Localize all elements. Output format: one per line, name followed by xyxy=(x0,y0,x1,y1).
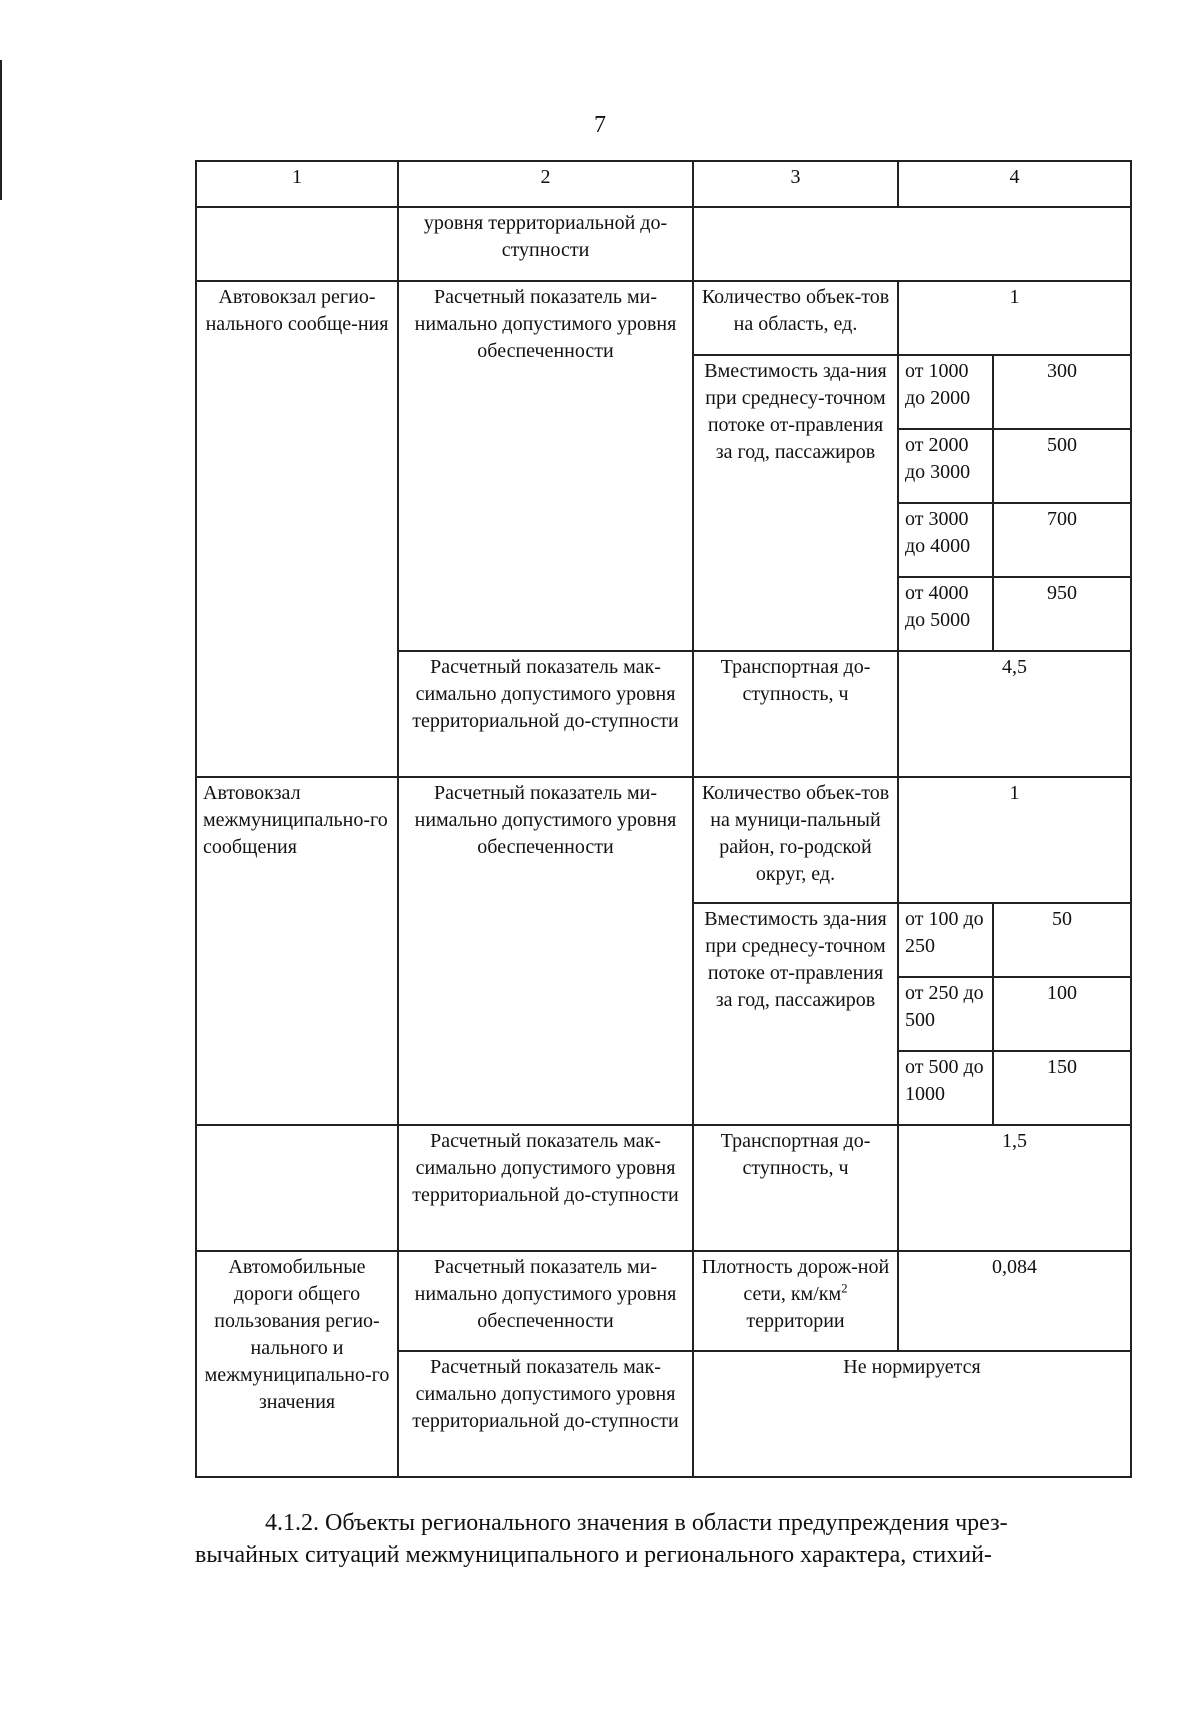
value-cell: 1,5 xyxy=(898,1125,1131,1251)
object-name-cell: Автовокзал межмуниципально-го сообщения xyxy=(196,777,398,1125)
indicator-cell: уровня территориальной до-ступности xyxy=(398,207,693,281)
range-cell: от 1000 до 2000 xyxy=(898,355,993,429)
value-cell: 100 xyxy=(993,977,1131,1051)
value-cell: 50 xyxy=(993,903,1131,977)
parameter-cell: Количество объек-тов на область, ед. xyxy=(693,281,898,355)
table-row xyxy=(196,777,1131,903)
value-cell: 1 xyxy=(898,281,1131,355)
parameter-cell xyxy=(693,1251,898,1351)
value-cell: 1 xyxy=(898,777,1131,903)
indicator-cell: Расчетный показатель ми-нимально допустимого уровня обеспеченности xyxy=(398,281,693,651)
table-row xyxy=(196,207,1131,281)
object-name-cell: Автомобильные дороги общего пользования регио-нального и межмуниципально-го значения xyxy=(196,1251,398,1477)
range-cell: от 3000 до 4000 xyxy=(898,503,993,577)
table-row xyxy=(196,1125,1131,1251)
density-label: Плотность дорож-ной сети, км/км xyxy=(701,1256,890,1305)
range-cell: от 500 до 1000 xyxy=(898,1051,993,1125)
page-number: 7 xyxy=(594,112,606,138)
table-cell xyxy=(196,207,398,281)
header-col-1: 1 xyxy=(196,161,398,207)
indicator-cell: Расчетный показатель мак-симально допустимого уровня территориальной до-ступности xyxy=(398,1351,693,1477)
paragraph-line-2: вычайных ситуаций межмуниципального и регионального характера, стихий- xyxy=(195,1542,992,1568)
table-row xyxy=(196,281,1131,355)
not-normed-cell: Не нормируется xyxy=(693,1351,1131,1477)
value-cell: 150 xyxy=(993,1051,1131,1125)
parameter-cell: Вместимость зда-ния при среднесу-точном потоке от-правления за год, пассажиров xyxy=(693,903,898,1125)
parameter-cell: Вместимость зда-ния при среднесу-точном потоке от-правления за год, пассажиров xyxy=(693,355,898,651)
value-cell: 4,5 xyxy=(898,651,1131,777)
range-cell: от 4000 до 5000 xyxy=(898,577,993,651)
parameter-cell: Транспортная до-ступность, ч xyxy=(693,651,898,777)
parameter-cell: Количество объек-тов на муници-пальный район, го-родской округ, ед. xyxy=(693,777,898,903)
paragraph-line-1: 4.1.2. Объекты регионального значения в области предупреждения чрез- xyxy=(265,1510,1008,1536)
header-col-3: 3 xyxy=(693,161,898,207)
value-cell: 500 xyxy=(993,429,1131,503)
value-cell: 0,084 xyxy=(898,1251,1131,1351)
density-label-tail: территории xyxy=(746,1310,845,1332)
range-cell: от 100 до 250 xyxy=(898,903,993,977)
table-cell xyxy=(196,1125,398,1251)
header-col-4: 4 xyxy=(898,161,1131,207)
indicator-cell: Расчетный показатель ми-нимально допустимого уровня обеспеченности xyxy=(398,777,693,1125)
value-cell: 300 xyxy=(993,355,1131,429)
range-cell: от 2000 до 3000 xyxy=(898,429,993,503)
indicator-cell: Расчетный показатель мак-симально допустимого уровня территориальной до-ступности xyxy=(398,651,693,777)
header-col-2: 2 xyxy=(398,161,693,207)
table-row xyxy=(196,1251,1131,1351)
value-cell: 950 xyxy=(993,577,1131,651)
table-cell xyxy=(693,207,1131,281)
section-paragraph xyxy=(195,1507,1130,1571)
parameter-cell: Транспортная до-ступность, ч xyxy=(693,1125,898,1251)
density-unit-sup: 2 xyxy=(841,1280,848,1296)
indicator-cell: Расчетный показатель мак-симально допустимого уровня территориальной до-ступности xyxy=(398,1125,693,1251)
value-cell: 700 xyxy=(993,503,1131,577)
indicator-cell: Расчетный показатель ми-нимально допустимого уровня обеспеченности xyxy=(398,1251,693,1351)
table-header-row xyxy=(196,161,1131,207)
range-cell: от 250 до 500 xyxy=(898,977,993,1051)
object-name-cell: Автовокзал регио-нального сообще-ния xyxy=(196,281,398,777)
norms-table xyxy=(195,160,1132,1478)
